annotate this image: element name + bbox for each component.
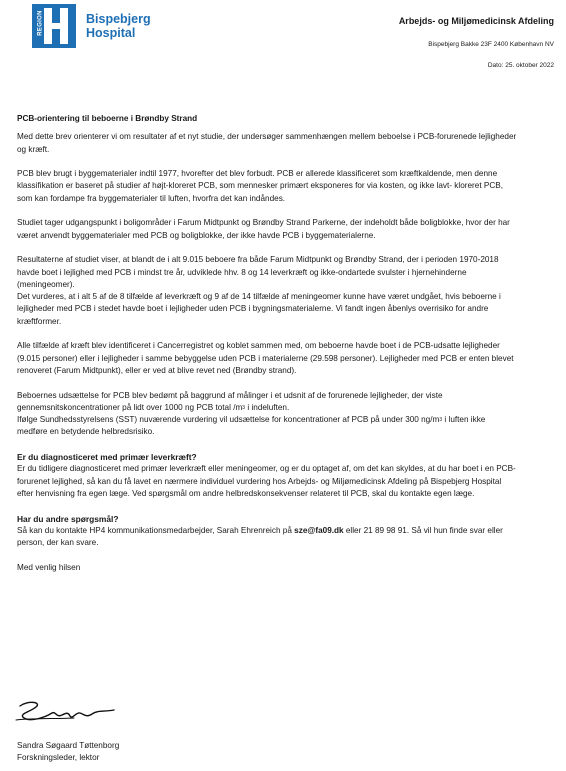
exposure-text: Beboernes udsættelse for PCB blev bedømt på baggrund af målinger i et udsnit af de forurenede lejligheder, der viste gennemsnitskoncentrationer på lidt over 1000 ng PCB total /m xyxy=(17,390,443,412)
paragraph-intro: Med dette brev orienterer vi om resultater af et nyt studie, der undersøger sammenhængen mellem beboelse i PCB-forurenede lejligheder og kræft. xyxy=(17,132,517,154)
logo-region-text: REGION xyxy=(37,10,44,36)
paragraph-pcb-background: PCB blev brugt i byggematerialer indtil 1977, hvorefter det blev forbudt. PCB er allerede klassificeret som kræftkaldende, men denne klassifikation er baseret på studier af højt-kloreret PCB, som mennesker primært eksponeres for via kosten, og ikke lavt- kloreret PCB, som kan fordampe fra byggematerialer til luften, hvorfra det kan indåndes. xyxy=(17,169,503,203)
paragraph-study-areas: Studiet tager udgangspunkt i boligområder i Farum Midtpunkt og Brøndby Strand Parkerne, der indeholdt både boligblokke, hvor der har været anvendt byggematerialer med PCB og boligblokke, der ikke havde PCB i byggematerialerne. xyxy=(17,218,510,240)
exposure-sup: 3 xyxy=(242,404,246,411)
paragraph-exposure xyxy=(17,390,517,439)
signature-block xyxy=(17,740,119,764)
paragraph-registry: Alle tilfælde af kræft blev identificeret i Cancerregistret og koblet sammen med, om beboerne havde boet i de PCB-udsatte lejligheder (9.015 personer) eller i lejligheder i samme bebyggelse uden PCB i materialerne (29.598 personer). Lejligheder med PCB er enten blevet renoveret (Farum Midtpunkt), eller er ved at blive revet ned (Brøndby strand). xyxy=(17,341,514,375)
department-address: Bispebjerg Bakke 23F 2400 København NV xyxy=(428,41,554,48)
contact-text-end: eller 21 89 98 91. Så vil hun finde svar eller person, der kan svare. xyxy=(17,525,503,548)
letter-body xyxy=(17,113,517,586)
hospital-name-line2: Hospital xyxy=(86,26,136,40)
sst-text-end: i luften ikke medføre en betydende helbredsrisiko. xyxy=(17,415,486,437)
hospital-name xyxy=(86,12,151,40)
sst-sup: 3 xyxy=(439,417,443,424)
paragraph-contact xyxy=(17,525,517,550)
heading-questions: Har du andre spørgsmål? xyxy=(17,513,119,524)
region-h-logo-icon xyxy=(32,4,76,48)
contact-text: Så kan du kontakte HP4 kommunikationsmedarbejder, Sarah Ehrenreich på xyxy=(17,525,295,535)
department-name: Arbejds- og Miljømedicinsk Afdeling xyxy=(398,16,554,26)
hospital-logo xyxy=(32,4,172,48)
contact-email-link[interactable]: sze@fa09.dk xyxy=(294,525,344,535)
sst-text: Ifølge Sundhedsstyrelsens (SST) nuværende vurdering vil udsættelse for koncentrationer af PCB på under 300 ng/m xyxy=(17,415,440,425)
heading-diagnosis: Er du diagnosticeret med primær leverkræft? xyxy=(17,452,197,463)
paragraph-results xyxy=(17,254,517,328)
hospital-name-line1: Bispebjerg xyxy=(86,12,151,26)
letter-title: PCB-orientering til beboerne i Brøndby Strand xyxy=(17,114,198,123)
signer-name: Sandra Søgaard Tøttenborg xyxy=(17,741,120,750)
signature-image xyxy=(14,698,124,728)
closing: Med venlig hilsen xyxy=(17,562,81,572)
exposure-text-end: i indeluften. xyxy=(245,402,290,412)
results-assessment: Det vurderes, at i alt 5 af de 8 tilfælde af leverkræft og 9 af de 14 tilfælde af meningeomer kunne have været undgået, hvis beboerne i lejligheder med PCB i stedet havde boet i lejligheder uden PCB i bygningsmaterialerne. Vi fandt ingen åbenlys overrisiko for andre kræftformer. xyxy=(17,292,501,326)
results-text: Resultaterne af studiet viser, at blandt de i alt 9.015 beboere fra både Farum Midtpunkt og Brøndby Strand, der i perioden 1970-2018 havde boet i lejlighed med PCB i mindst tre år, udviklede hhv. 8 og 14 leverkræft og ikke-ondartede svulster i hjernehinderne (meningeomer). xyxy=(17,255,499,289)
signer-title: Forskningsleder, lektor xyxy=(17,753,100,762)
letter-date: Dato: 25. oktober 2022 xyxy=(487,62,554,69)
paragraph-diagnosis: Er du tidligere diagnosticeret med primær leverkræft eller meningeomer, og er du optaget af, om det kan skyldes, at du har boet i en PCB-forurenet lejlighed, så kan du få lavet en nærmere individuel vurdering hos Arbejds- og Miljømedicinsk Afdeling på Bispebjerg Hospital efter henvisning fra egen læge. Ved spørgsmål om andre helbredskonsekvenser relateret til PCB, skal du kontakte egen læge. xyxy=(17,464,516,498)
